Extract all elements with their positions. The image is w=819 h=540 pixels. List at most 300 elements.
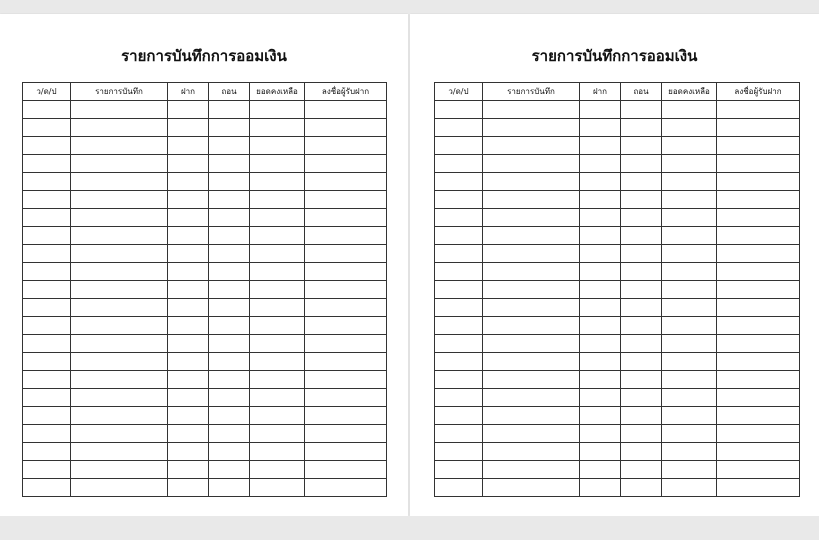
column-header-description: รายการบันทึก [71,83,168,101]
table-cell [662,479,717,497]
table-cell [23,209,71,227]
table-row [23,209,387,227]
table-cell [580,191,621,209]
viewer-background [0,516,819,540]
table-cell [305,389,387,407]
table-cell [435,155,483,173]
table-cell [209,317,250,335]
table-cell [305,281,387,299]
table-cell [71,191,168,209]
table-cell [662,317,717,335]
table-row [435,209,800,227]
table-cell [209,407,250,425]
column-header-signature: ลงชื่อผู้รับฝาก [717,83,800,101]
table-cell [209,299,250,317]
table-cell [305,173,387,191]
table-cell [580,263,621,281]
table-cell [621,263,662,281]
table-row [23,227,387,245]
table-cell [305,461,387,479]
table-cell [305,137,387,155]
table-row [435,281,800,299]
table-cell [168,461,209,479]
table-cell [71,479,168,497]
table-row [23,101,387,119]
table-cell [435,263,483,281]
table-cell [621,209,662,227]
table-cell [250,281,305,299]
table-cell [168,299,209,317]
table-cell [580,353,621,371]
table-row [435,245,800,263]
table-cell [435,245,483,263]
table-row [23,443,387,461]
table-row [23,407,387,425]
table-cell [435,407,483,425]
table-cell [717,407,800,425]
table-cell [305,119,387,137]
table-row [435,461,800,479]
table-cell [305,335,387,353]
table-cell [662,425,717,443]
table-cell [662,209,717,227]
table-cell [209,209,250,227]
table-cell [168,371,209,389]
table-cell [435,281,483,299]
savings-ledger-table [22,82,387,497]
table-cell [580,479,621,497]
table-cell [23,191,71,209]
table-cell [209,335,250,353]
table-cell [209,389,250,407]
table-cell [717,443,800,461]
page-title: รายการบันทึกการออมเงิน [531,47,698,65]
table-row [23,479,387,497]
table-cell [483,335,580,353]
table-cell [580,335,621,353]
table-row [435,137,800,155]
table-cell [662,155,717,173]
table-row [435,443,800,461]
table-cell [662,173,717,191]
table-cell [305,407,387,425]
table-cell [662,137,717,155]
table-cell [23,101,71,119]
table-cell [250,101,305,119]
table-cell [71,353,168,371]
table-cell [621,299,662,317]
table-cell [305,425,387,443]
table-cell [305,299,387,317]
table-cell [209,173,250,191]
table-cell [580,425,621,443]
table-cell [71,173,168,191]
table-cell [250,119,305,137]
table-cell [621,227,662,245]
table-cell [621,155,662,173]
table-cell [717,191,800,209]
table-cell [209,371,250,389]
table-row [435,173,800,191]
table-row [23,263,387,281]
table-cell [435,299,483,317]
table-cell [168,317,209,335]
table-cell [580,155,621,173]
column-header-date: ว/ด/ป [23,83,71,101]
table-cell [435,101,483,119]
table-cell [71,209,168,227]
table-cell [621,191,662,209]
table-row [23,317,387,335]
table-cell [209,443,250,461]
table-cell [209,191,250,209]
table-cell [250,443,305,461]
table-cell [483,227,580,245]
table-cell [483,389,580,407]
table-cell [580,371,621,389]
table-cell [23,173,71,191]
table-cell [250,209,305,227]
table-row [23,155,387,173]
table-cell [435,353,483,371]
table-cell [580,101,621,119]
table-cell [435,335,483,353]
table-cell [483,173,580,191]
table-cell [71,335,168,353]
table-cell [662,461,717,479]
table-cell [662,353,717,371]
table-cell [483,425,580,443]
table-cell [717,371,800,389]
table-row [23,425,387,443]
table-cell [717,263,800,281]
table-cell [168,119,209,137]
table-cell [71,137,168,155]
table-cell [209,461,250,479]
table-cell [305,227,387,245]
table-row [23,137,387,155]
table-row [23,335,387,353]
table-cell [435,461,483,479]
table-cell [717,245,800,263]
table-cell [209,227,250,245]
table-cell [71,461,168,479]
table-cell [168,245,209,263]
table-cell [435,317,483,335]
table-cell [209,155,250,173]
table-cell [250,335,305,353]
table-cell [209,281,250,299]
table-cell [23,137,71,155]
table-row [23,353,387,371]
table-cell [435,443,483,461]
column-header-deposit: ฝาก [580,83,621,101]
table-row [435,389,800,407]
table-cell [621,443,662,461]
table-cell [483,245,580,263]
table-cell [305,155,387,173]
table-cell [621,425,662,443]
table-cell [305,209,387,227]
table-cell [435,371,483,389]
page-title: รายการบันทึกการออมเงิน [121,47,287,65]
table-cell [250,263,305,281]
table-cell [580,119,621,137]
ledger-page-right [410,14,819,516]
table-cell [23,263,71,281]
table-cell [209,137,250,155]
table-cell [71,245,168,263]
table-cell [483,137,580,155]
table-row [435,263,800,281]
table-cell [23,317,71,335]
table-cell [305,479,387,497]
table-cell [209,101,250,119]
table-cell [662,245,717,263]
table-cell [435,389,483,407]
table-cell [168,173,209,191]
table-cell [580,461,621,479]
table-cell [435,173,483,191]
table-cell [717,353,800,371]
table-row [23,191,387,209]
table-cell [23,389,71,407]
table-cell [23,119,71,137]
table-cell [662,407,717,425]
table-cell [209,245,250,263]
table-cell [71,101,168,119]
table-cell [209,425,250,443]
table-cell [717,389,800,407]
table-cell [250,317,305,335]
table-cell [250,389,305,407]
table-cell [168,425,209,443]
table-cell [250,353,305,371]
table-cell [662,191,717,209]
table-cell [71,389,168,407]
table-cell [435,479,483,497]
table-cell [621,407,662,425]
table-cell [717,137,800,155]
table-cell [168,335,209,353]
table-cell [621,101,662,119]
column-header-withdraw: ถอน [621,83,662,101]
table-row [435,299,800,317]
table-row [23,299,387,317]
table-cell [168,263,209,281]
table-row [435,425,800,443]
table-cell [71,281,168,299]
table-cell [71,299,168,317]
table-cell [23,407,71,425]
table-cell [621,119,662,137]
table-cell [580,317,621,335]
table-cell [483,263,580,281]
table-cell [717,281,800,299]
table-cell [209,263,250,281]
table-cell [621,137,662,155]
table-row [435,101,800,119]
table-cell [717,335,800,353]
table-header-row [435,83,800,101]
column-header-signature: ลงชื่อผู้รับฝาก [305,83,387,101]
table-cell [23,371,71,389]
table-header-row [23,83,387,101]
table-cell [621,389,662,407]
savings-ledger-table [434,82,800,497]
table-cell [305,101,387,119]
table-cell [483,479,580,497]
table-cell [717,101,800,119]
table-cell [580,227,621,245]
table-cell [71,263,168,281]
table-row [435,317,800,335]
table-cell [621,281,662,299]
table-row [23,389,387,407]
table-cell [435,425,483,443]
table-cell [168,389,209,407]
table-row [435,227,800,245]
table-cell [717,119,800,137]
table-cell [23,425,71,443]
table-cell [23,461,71,479]
table-cell [580,281,621,299]
table-cell [662,299,717,317]
table-cell [621,173,662,191]
table-cell [168,209,209,227]
table-cell [250,479,305,497]
table-cell [435,227,483,245]
table-cell [483,299,580,317]
table-cell [23,227,71,245]
column-header-date: ว/ด/ป [435,83,483,101]
column-header-balance: ยอดคงเหลือ [250,83,305,101]
table-cell [580,389,621,407]
table-cell [483,443,580,461]
table-cell [168,155,209,173]
table-cell [662,119,717,137]
table-cell [621,479,662,497]
table-row [23,461,387,479]
table-cell [71,155,168,173]
table-cell [71,227,168,245]
column-header-balance: ยอดคงเหลือ [662,83,717,101]
table-cell [168,191,209,209]
column-header-withdraw: ถอน [209,83,250,101]
table-cell [717,479,800,497]
table-cell [23,299,71,317]
table-cell [168,137,209,155]
table-cell [580,209,621,227]
table-row [435,191,800,209]
table-cell [717,461,800,479]
table-cell [250,425,305,443]
table-row [435,335,800,353]
table-row [435,119,800,137]
table-cell [662,335,717,353]
table-cell [483,353,580,371]
table-cell [717,155,800,173]
table-row [435,407,800,425]
table-cell [168,353,209,371]
table-cell [717,317,800,335]
table-row [435,353,800,371]
table-row [23,245,387,263]
table-cell [621,461,662,479]
table-cell [71,443,168,461]
table-cell [71,317,168,335]
table-cell [435,191,483,209]
table-cell [250,371,305,389]
table-cell [250,155,305,173]
table-cell [435,209,483,227]
table-cell [483,407,580,425]
table-cell [305,353,387,371]
table-cell [435,137,483,155]
table-cell [23,479,71,497]
table-cell [621,317,662,335]
table-cell [483,317,580,335]
table-cell [250,245,305,263]
table-cell [305,371,387,389]
table-cell [209,119,250,137]
table-cell [250,191,305,209]
table-row [23,119,387,137]
table-cell [305,443,387,461]
table-cell [483,209,580,227]
table-cell [717,209,800,227]
table-cell [168,407,209,425]
table-cell [580,173,621,191]
table-cell [168,101,209,119]
table-cell [250,407,305,425]
table-cell [168,281,209,299]
table-cell [662,281,717,299]
table-cell [580,299,621,317]
table-cell [717,227,800,245]
table-cell [71,371,168,389]
table-cell [621,245,662,263]
table-cell [717,299,800,317]
table-cell [250,137,305,155]
table-cell [250,173,305,191]
table-row [435,479,800,497]
table-cell [483,461,580,479]
table-cell [23,443,71,461]
table-row [435,371,800,389]
table-cell [209,479,250,497]
column-header-description: รายการบันทึก [483,83,580,101]
table-cell [305,191,387,209]
table-cell [305,317,387,335]
table-cell [305,263,387,281]
table-cell [23,245,71,263]
table-cell [250,299,305,317]
table-cell [483,191,580,209]
table-cell [168,443,209,461]
table-cell [71,425,168,443]
table-row [23,281,387,299]
table-cell [621,371,662,389]
table-cell [662,101,717,119]
table-cell [483,119,580,137]
ledger-page-left [0,14,408,516]
table-cell [435,119,483,137]
table-cell [250,461,305,479]
table-cell [662,263,717,281]
table-cell [580,407,621,425]
table-cell [717,425,800,443]
